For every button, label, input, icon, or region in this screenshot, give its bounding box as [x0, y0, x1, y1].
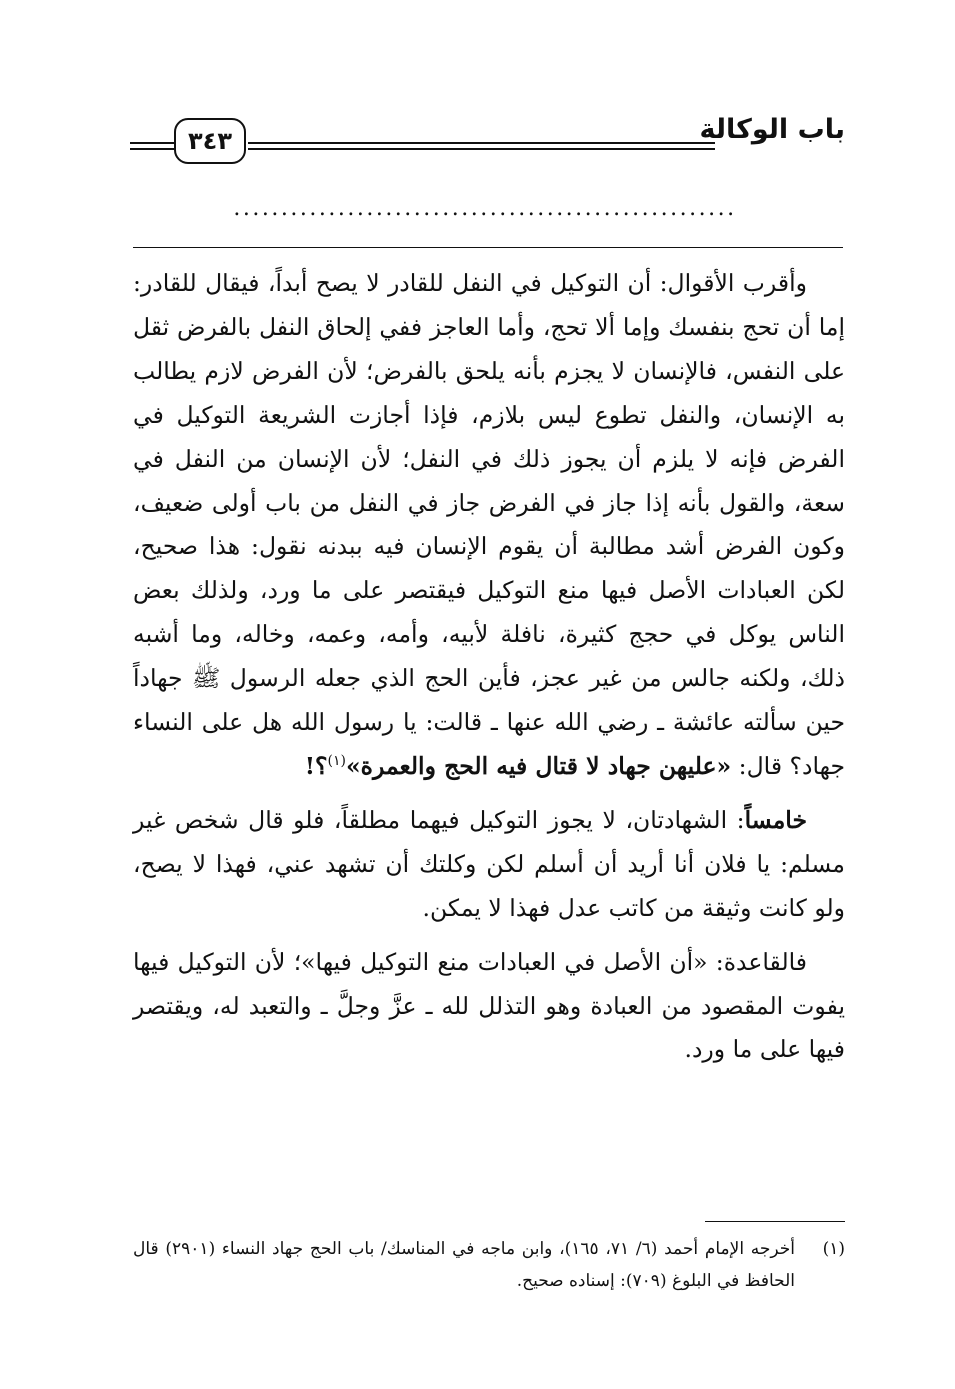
- header-rule: [248, 148, 715, 150]
- footnotes: [133, 1233, 845, 1297]
- main-text: [133, 262, 845, 1082]
- footnote-number: (١): [822, 1239, 845, 1259]
- paragraph-2: [133, 799, 845, 931]
- paragraph-text: : الشهادتان، لا يجوز التوكيل فيهما مطلقاً، فلو قال شخص غير مسلم: يا فلان أنا أريد أن أسلم لكن وكلتك أن تشهد عني، فهذا لا يصح، ولو كانت وثيقة من كاتب عدل فهذا لا يمكن.: [133, 805, 845, 922]
- header-rule: [248, 142, 715, 144]
- page-header: [130, 112, 845, 162]
- footnote-separator: [705, 1221, 845, 1222]
- paragraph-3: [133, 941, 845, 1073]
- header-rule: [130, 142, 174, 144]
- paragraph-1: [133, 262, 845, 789]
- header-rule: [130, 148, 174, 150]
- header-separator: [133, 247, 843, 248]
- dotted-line: .....................................................: [233, 196, 737, 221]
- section-lead: خامساً: [744, 805, 807, 834]
- page-number: ٣٤٣: [188, 127, 232, 155]
- footnote-reference: (١): [327, 753, 346, 770]
- paragraph-text: فالقاعدة: «أن الأصل في العبادات منع التوكيل فيها»؛ لأن التوكيل فيها يفوت المقصود من العبادة وهو التذلل لله ـ عزَّ وجلَّ ـ والتعبد له، ويقتصر فيها على ما ورد.: [133, 947, 845, 1064]
- hadith-quote: «عليهن جهاد لا قتال فيه الحج والعمرة»: [345, 751, 732, 780]
- chapter-title: باب الوكالة: [699, 114, 845, 145]
- footnote: [133, 1233, 845, 1297]
- page-number-badge: [174, 118, 246, 164]
- footnote-text: أخرجه الإمام أحمد (٦/ ٧١، ١٦٥)، وابن ماجه في المناسك/ باب الحج جهاد النساء (٢٩٠١) قال الحافظ في البلوغ (٧٠٩): إسناده صحيح.: [133, 1239, 796, 1291]
- punctuation: ؟!: [304, 751, 328, 780]
- paragraph-text: وأقرب الأقوال: أن التوكيل في النفل للقادر لا يصح أبداً، فيقال للقادر: إما أن تحج بنفسك وإما ألا تحج، وأما العاجز ففي إلحاق النفل بالفرض ثقل على النفس، فالإنسان لا يجزم بأنه يلحق بالفرض؛ لأن الفرض لازم يطالب به الإنسان، والنفل تطوع ليس بلازم، فإذا أجازت الشريعة التوكيل في الفرض فإنه لا يلزم أن يجوز ذلك في النفل؛ لأن الإنسان من النفل في سعة، والقول بأنه إذا جاز في الفرض جاز في النفل من باب أولى ضعيف، وكون الفرض أشد مطالبة أن يقوم الإنسان فيه ببدنه نقول: هذا صحيح، لكن العبادات الأصل فيها منع التوكيل فيقتصر على ما ورد، ولذلك بعض الناس يوكل في حجج كثيرة، نافلة لأبيه، وأمه، وعمه، وخاله، وما أشبه ذلك، ولكنه جالس من غير عجز، فأين الحج الذي جعله الرسول ﷺ جهاداً حين سألته عائشة ـ رضي الله عنها ـ قالت: يا رسول الله هل على النساء جهاد؟ قال:: [133, 269, 845, 780]
